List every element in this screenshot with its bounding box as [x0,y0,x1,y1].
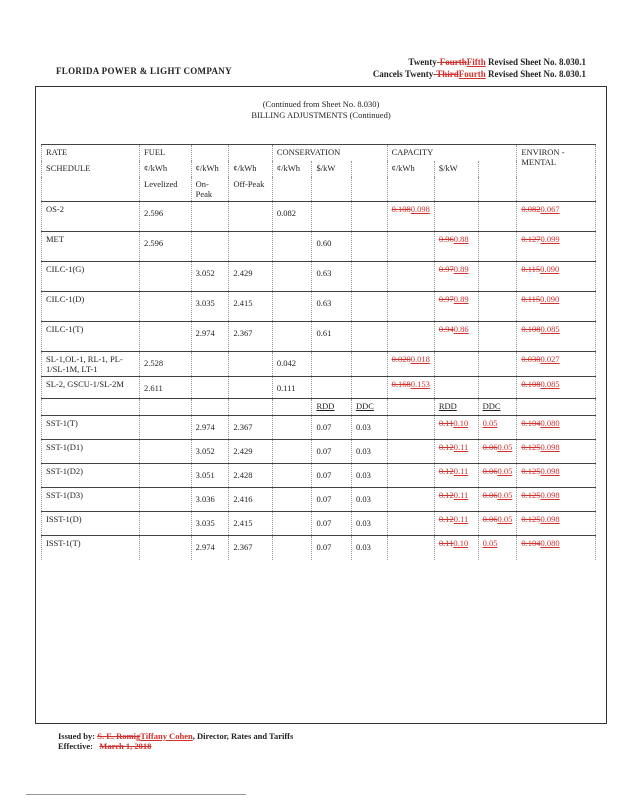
table-cell: 2.974 [191,536,229,560]
deleted-value: 0.125 [521,514,541,524]
issued-label: Issued by: [58,731,98,741]
revised-value-cell [478,416,517,440]
revised-value-cell [517,464,596,488]
table-row [42,202,596,232]
deleted-value: 0.96 [438,234,454,244]
table-cell: 0.03 [351,488,387,512]
effective-deleted: March 1, 2018 [99,741,152,751]
footer [58,731,293,751]
hdr-offpeak: Off-Peak [229,177,272,202]
table-cell: 0.07 [312,536,351,560]
table-cell: 0.07 [312,464,351,488]
revised-value-cell [478,440,517,464]
table-cell: 2.428 [229,464,272,488]
revised-value-cell [434,202,478,232]
revised-value-cell [478,232,517,262]
revised-value-cell [387,352,434,377]
table-cell: SST-1(D2) [42,464,140,488]
table-cell: 0.61 [312,322,351,352]
table-cell: OS-2 [42,202,140,232]
table-cell [140,536,192,560]
table-cell: ISST-1(D) [42,512,140,536]
hdr-fuel: FUEL [140,145,192,162]
revised-value-cell [517,377,596,399]
table-cell: 0.03 [351,416,387,440]
table-cell [272,488,312,512]
table-cell: 0.042 [272,352,312,377]
inserted-value: 0.027 [540,354,560,364]
inserted-value: 0.88 [453,234,469,244]
table-cell [351,322,387,352]
table-cell: 3.052 [191,440,229,464]
deleted-value: 0.104 [521,418,541,428]
inserted-value: 0.05 [497,442,513,452]
table-cell [387,488,434,512]
table-cell: ISST-1(T) [42,536,140,560]
table-cell [140,464,192,488]
table-cell: 0.082 [272,202,312,232]
revised-value-cell [517,232,596,262]
inserted-value: 0.05 [497,466,513,476]
inserted-value: 0.89 [453,264,469,274]
inserted-value: 0.86 [453,324,469,334]
deleted-value: 0.06 [482,442,498,452]
table-row [42,292,596,322]
inserted-value: 0.11 [453,466,469,476]
effective [58,741,293,751]
table-cell [387,416,434,440]
revised-value-cell [478,292,517,322]
table-cell [140,322,192,352]
table-cell [191,202,229,232]
table-row [42,416,596,440]
revised-value-cell [434,536,478,560]
table-cell: SST-1(D1) [42,440,140,464]
deleted-value: 0.12 [438,514,454,524]
table-row [42,512,596,536]
revised-value-cell [387,202,434,232]
revised-value-cell [434,262,478,292]
revision-line [373,56,586,68]
table-cell: 2.367 [229,536,272,560]
inserted-value: 0.080 [540,538,560,548]
inserted-value: 0.018 [410,354,430,364]
inserted-value: 0.05 [497,490,513,500]
table-row [42,262,596,292]
cancels-prefix: Cancels Twenty- [372,69,437,79]
table-cell: 2.367 [229,416,272,440]
hdr-conservation: CONSERVATION [272,145,387,162]
cancels-line [373,68,586,80]
hdr-cap-ddc: DDC [478,399,517,416]
table-cell [140,440,192,464]
inserted-value: 0.05 [482,418,498,428]
deleted-value: 0.108 [521,324,541,334]
table-cell [351,232,387,262]
revised-value-cell [387,262,434,292]
revised-value-cell [478,352,517,377]
deleted-value: 0.115 [521,264,541,274]
inserted-value: 0.05 [497,514,513,524]
table-cell [312,352,351,377]
deleted-value: 0.127 [521,234,541,244]
revised-value-cell [434,352,478,377]
table-cell [272,292,312,322]
deleted-value: 0.11 [438,418,454,428]
table-cell: 2.974 [191,416,229,440]
deleted-value: 0.06 [482,466,498,476]
table-cell: 0.07 [312,512,351,536]
hdr-offpeak-unit: ¢/kWh [229,161,272,177]
hdr-cons-ddc: DDC [351,399,387,416]
revised-value-cell [478,262,517,292]
inserted-value: 0.085 [540,324,560,334]
deleted-value: 0.125 [521,466,541,476]
deleted-value: 0.082 [521,204,541,214]
deleted-value: 0.125 [521,442,541,452]
deleted-value: 0.030 [521,354,541,364]
table-cell: 0.07 [312,416,351,440]
divider [26,794,246,795]
table-cell [140,416,192,440]
revised-value-cell [387,322,434,352]
rate-rows [42,202,596,399]
hdr-environmental: ENVIRON -MENTAL [517,145,596,178]
revised-value-cell [517,202,596,232]
table-cell: 2.367 [229,322,272,352]
table-cell [272,536,312,560]
table-cell [272,262,312,292]
table-cell: 2.596 [140,202,192,232]
deleted-value: 0.94 [438,324,454,334]
table-cell: SST-1(T) [42,416,140,440]
table-cell: 3.036 [191,488,229,512]
rev-deleted: Fourth [439,57,467,67]
inserted-value: 0.11 [453,514,469,524]
table-cell [272,322,312,352]
tariff-frame [35,86,607,724]
table-cell [351,377,387,399]
table-cell [351,202,387,232]
deleted-value: 0.12 [438,442,454,452]
table-cell [387,536,434,560]
deleted-value: 0.108 [391,204,411,214]
inserted-value: 0.090 [540,264,560,274]
hdr-rate: RATE [42,145,140,162]
inserted-value: 0.098 [540,514,560,524]
effective-label: Effective: [58,741,93,751]
table-cell: 3.035 [191,292,229,322]
table-row [42,464,596,488]
revised-value-cell [434,322,478,352]
revised-value-cell [478,536,517,560]
hdr-cons-kw: $/kW [312,161,351,177]
hdr-schedule: SCHEDULE [42,161,140,177]
hdr-onpeak: On-Peak [191,177,229,202]
table-cell [272,440,312,464]
table-cell [272,416,312,440]
inserted-value: 0.05 [482,538,498,548]
revised-value-cell [387,292,434,322]
standby-rows [42,416,596,560]
inserted-value: 0.153 [410,379,430,389]
table-cell: SL-1,OL-1, RL-1, PL-1/SL-1M, LT-1 [42,352,140,377]
table-cell [387,512,434,536]
table-row [42,488,596,512]
issued-suffix: , Director, Rates and Tariffs [192,731,294,741]
table-cell: 2.611 [140,377,192,399]
table-row [42,377,596,399]
table-cell [312,377,351,399]
section-title: BILLING ADJUSTMENTS (Continued) [251,110,391,120]
table-cell [351,262,387,292]
cancels-deleted: Third [436,69,459,79]
table-cell [272,512,312,536]
rev-inserted: Fifth [466,57,486,67]
inserted-value: 0.098 [410,204,430,214]
table-cell [140,512,192,536]
revised-value-cell [434,232,478,262]
table-cell: 0.03 [351,464,387,488]
table-cell [229,232,272,262]
billing-adjustments-table [41,144,596,560]
table-cell: CILC-1(D) [42,292,140,322]
continued-from: (Continued from Sheet No. 8.030) [262,99,380,109]
inserted-value: 0.10 [453,538,469,548]
rev-suffix: Revised Sheet No. 8.030.1 [485,57,586,67]
table-cell: 0.03 [351,440,387,464]
hdr-cons-rdd: RDD [312,399,351,416]
hdr-cap-kw: $/kW [434,161,478,177]
issued-inserted: Tiffany Cohen [140,731,193,741]
table-cell: 2.415 [229,292,272,322]
revised-value-cell [387,377,434,399]
table-cell: 2.415 [229,512,272,536]
table-cell [140,488,192,512]
revised-value-cell [478,202,517,232]
hdr-cap-kwh: ¢/kWh [387,161,434,177]
table-row [42,352,596,377]
inserted-value: 0.098 [540,466,560,476]
table-cell [272,464,312,488]
revised-value-cell [387,232,434,262]
table-cell [312,202,351,232]
table-cell: SST-1(D3) [42,488,140,512]
inserted-value: 0.067 [540,204,560,214]
hdr-levelized: Levelized [140,177,192,202]
table-cell [387,440,434,464]
table-cell [272,232,312,262]
table-cell: 3.051 [191,464,229,488]
table-cell: 0.07 [312,488,351,512]
table-cell: 0.07 [312,440,351,464]
table-cell [229,352,272,377]
table-cell [351,352,387,377]
table-cell: SL-2, GSCU-1/SL-2M [42,377,140,399]
revised-value-cell [478,464,517,488]
inserted-value: 0.085 [540,379,560,389]
deleted-value: 0.12 [438,490,454,500]
subtitle [36,99,606,121]
table-row [42,322,596,352]
table-cell [191,232,229,262]
table-cell: 2.974 [191,322,229,352]
table-cell: 2.528 [140,352,192,377]
table-cell: CILC-1(T) [42,322,140,352]
revised-value-cell [517,352,596,377]
revised-value-cell [517,536,596,560]
deleted-value: 0.11 [438,538,454,548]
revised-value-cell [434,416,478,440]
table-cell [387,464,434,488]
deleted-value: 0.115 [521,294,541,304]
rev-prefix: Twenty- [408,57,440,67]
revised-value-cell [478,377,517,399]
issued-by [58,731,293,741]
table-cell [140,262,192,292]
table-cell: CILC-1(G) [42,262,140,292]
deleted-value: 0.104 [521,538,541,548]
revised-value-cell [517,488,596,512]
table-cell: 2.429 [229,440,272,464]
table-cell [140,292,192,322]
deleted-value: 0.125 [521,490,541,500]
issued-deleted: S. E. Romig [97,731,141,741]
hdr-fuel-unit: ¢/kWh [140,161,192,177]
hdr-cap-rdd: RDD [434,399,478,416]
revised-value-cell [434,464,478,488]
table-row [42,536,596,560]
revised-value-cell [478,488,517,512]
deleted-value: 0.108 [521,379,541,389]
table-cell: 3.052 [191,262,229,292]
revised-value-cell [434,512,478,536]
inserted-value: 0.099 [540,234,560,244]
table-cell [229,377,272,399]
deleted-value: 0.97 [438,294,454,304]
inserted-value: 0.11 [453,490,469,500]
inserted-value: 0.098 [540,490,560,500]
hdr-onpeak-unit: ¢/kWh [191,161,229,177]
deleted-value: 0.168 [391,379,411,389]
table-cell: 2.416 [229,488,272,512]
table-cell: 3.035 [191,512,229,536]
inserted-value: 0.098 [540,442,560,452]
inserted-value: 0.090 [540,294,560,304]
revised-value-cell [478,322,517,352]
table-row [42,440,596,464]
revised-value-cell [434,292,478,322]
table-cell [191,352,229,377]
revised-value-cell [517,322,596,352]
deleted-value: 0.12 [438,466,454,476]
inserted-value: 0.89 [453,294,469,304]
revised-value-cell [517,512,596,536]
revised-value-cell [478,512,517,536]
table-cell: 2.429 [229,262,272,292]
table-cell: 0.03 [351,536,387,560]
cancels-inserted: Fourth [458,69,486,79]
revised-value-cell [517,440,596,464]
revision-block [373,56,586,80]
table-cell: 0.03 [351,512,387,536]
inserted-value: 0.11 [453,442,469,452]
table-cell: MET [42,232,140,262]
hdr-capacity: CAPACITY [387,145,517,162]
revised-value-cell [434,440,478,464]
deleted-value: 0.97 [438,264,454,274]
table-cell: 0.60 [312,232,351,262]
revised-value-cell [434,488,478,512]
inserted-value: 0.080 [540,418,560,428]
table-cell [351,292,387,322]
cancels-suffix: Revised Sheet No. 8.030.1 [485,69,586,79]
deleted-value: 0.020 [391,354,411,364]
inserted-value: 0.10 [453,418,469,428]
company-name: FLORIDA POWER & LIGHT COMPANY [56,66,232,76]
table-cell [191,377,229,399]
revised-value-cell [434,377,478,399]
revised-value-cell [517,262,596,292]
table-cell [229,202,272,232]
table-cell: 0.63 [312,262,351,292]
table-cell: 2.596 [140,232,192,262]
revised-value-cell [517,292,596,322]
table-cell: 0.111 [272,377,312,399]
hdr-cons-kwh: ¢/kWh [272,161,312,177]
revised-value-cell [517,416,596,440]
table-cell: 0.63 [312,292,351,322]
deleted-value: 0.06 [482,490,498,500]
table-row [42,232,596,262]
deleted-value: 0.06 [482,514,498,524]
